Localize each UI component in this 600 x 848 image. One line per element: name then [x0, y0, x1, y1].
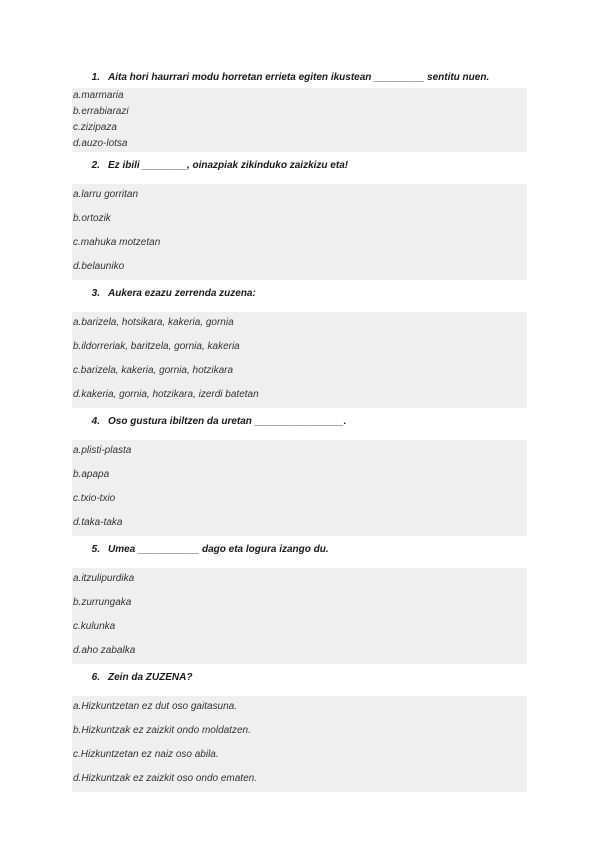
question-number: 4.: [91, 416, 100, 427]
answer-option[interactable]: d.belauniko: [73, 261, 125, 272]
options-list: [72, 312, 527, 408]
answer-option[interactable]: a.larru gorritan: [73, 189, 139, 200]
answer-option[interactable]: d.kakeria, gornia, hotzikara, izerdi batetan: [73, 389, 259, 400]
answer-option[interactable]: b.apapa: [73, 469, 110, 480]
answer-option[interactable]: c.kulunka: [73, 621, 116, 632]
answer-option[interactable]: c.mahuka motzetan: [73, 237, 161, 248]
options-list: [72, 440, 527, 536]
answer-option[interactable]: c.Hizkuntzetan ez naiz oso abila.: [73, 749, 219, 760]
question-4: [72, 415, 527, 429]
options-list: [72, 88, 527, 152]
question-number: 6.: [91, 672, 100, 683]
answer-option[interactable]: b.Hizkuntzak ez zaizkit ondo moldatzen.: [73, 725, 251, 736]
quiz-document: [72, 71, 527, 799]
question-text: Ez ibili ________, oinazpiak zikinduko zaizkizu eta!: [108, 160, 349, 171]
answer-option[interactable]: c.txio-txio: [73, 493, 116, 504]
question-3: [72, 287, 527, 301]
question-number: 1.: [91, 72, 100, 83]
options-list: [72, 184, 527, 280]
answer-option[interactable]: a.plisti-plasta: [73, 445, 132, 456]
options-list: [72, 568, 527, 664]
answer-option[interactable]: b.zurrungaka: [73, 597, 132, 608]
answer-option[interactable]: a.marmaria: [73, 90, 124, 101]
question-text: Oso gustura ibiltzen da uretan ________________.: [108, 416, 347, 427]
answer-option[interactable]: c.barizela, kakeria, gornia, hotzikara: [73, 365, 234, 376]
question-number: 5.: [91, 544, 100, 555]
question-text: Aukera ezazu zerrenda zuzena:: [108, 288, 256, 299]
question-2: [72, 159, 527, 173]
question-number: 3.: [91, 288, 100, 299]
answer-option[interactable]: d.taka-taka: [73, 517, 123, 528]
question-1: [72, 71, 527, 85]
question-6: [72, 671, 527, 685]
answer-option[interactable]: b.ildorreriak, baritzela, gornia, kakeria: [73, 341, 240, 352]
answer-option[interactable]: b.ortozik: [73, 213, 111, 224]
answer-option[interactable]: d.Hizkuntzak ez zaizkit oso ondo ematen.: [73, 773, 257, 784]
answer-option[interactable]: a.Hizkuntzetan ez dut oso gaitasuna.: [73, 701, 237, 712]
question-text: Aita hori haurrari modu horretan errieta egiten ikustean _________ sentitu nuen.: [108, 72, 490, 83]
question-text: Zein da ZUZENA?: [108, 672, 193, 683]
answer-option[interactable]: d.aho zabalka: [73, 645, 136, 656]
answer-option[interactable]: c.zizipaza: [73, 122, 117, 133]
question-5: [72, 543, 527, 557]
answer-option[interactable]: a.itzulipurdika: [73, 573, 135, 584]
answer-option[interactable]: b.errabiarazi: [73, 106, 129, 117]
answer-option[interactable]: d.auzo-lotsa: [73, 138, 128, 149]
answer-option[interactable]: a.barizela, hotsikara, kakeria, gornia: [73, 317, 234, 328]
question-number: 2.: [91, 160, 100, 171]
question-text: Umea ___________ dago eta logura izango du.: [108, 544, 329, 555]
options-list: [72, 696, 527, 792]
